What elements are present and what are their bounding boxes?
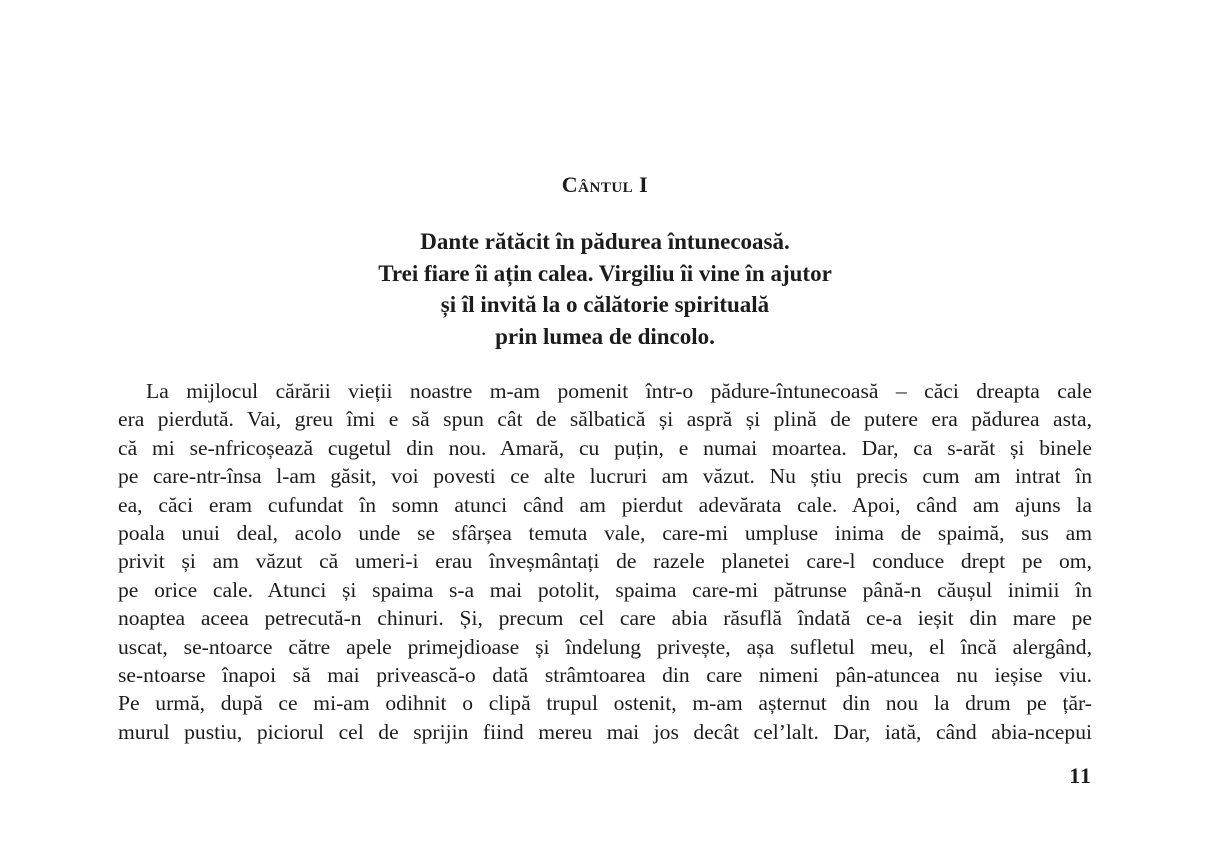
chapter-title-rest: ântul — [578, 172, 634, 197]
text-line: se-ntoarse înapoi să mai privească-o dată strâmtoarea din care nimeni pân-atuncea nu ieșise viu. — [118, 662, 1092, 687]
text-line: noaptea aceea petrecută-n chinuri. Și, precum cel care abia răsuflă îndată ce-a ieșit din mare pe — [118, 606, 1092, 631]
summary-line: Trei fiare îi ațin calea. Virgiliu îi vine în ajutor — [378, 260, 832, 286]
summary-line: Dante rătăcit în pădurea întunecoasă. — [420, 229, 790, 254]
body-paragraph — [118, 377, 1092, 746]
text-line: că mi se-nfricoșează cugetul din nou. Amară, cu puțin, e numai moartea. Dar, ca s-arăt și binele — [118, 435, 1092, 460]
text-line: privit și am văzut că umeri-i erau înveșmântați de razele planetei care-l conduce drept pe om, — [118, 549, 1092, 574]
chapter-summary — [118, 226, 1092, 352]
text-line: La mijlocul cărării vieții noastre m-am pomenit într-o pădure-întunecoasă – căci dreapta cale — [146, 379, 1092, 403]
chapter-title-numeral: I — [639, 172, 649, 197]
chapter-title — [118, 172, 1092, 198]
summary-line: prin lumea de dincolo. — [495, 323, 715, 349]
text-line: Pe urmă, după ce mi-am odihnit o clipă trupul ostenit, m-am așternut din nou la drum pe țăr- — [118, 691, 1092, 716]
text-line: uscat, se-ntoarce către apele primejdioase și îndelung privește, așa sufletul meu, el încă alergând, — [118, 634, 1092, 659]
page-number: 11 — [1069, 763, 1092, 788]
text-line: pe orice cale. Atunci și spaima s-a mai potolit, spaima care-mi pătrunse până-n căușul inimii în — [118, 577, 1092, 602]
text-line: murul pustiu, piciorul cel de sprijin fiind mereu mai jos decât cel’lalt. Dar, iată, când abia-ncepui — [118, 719, 1092, 744]
summary-line: și îl invită la o călătorie spirituală — [440, 292, 770, 317]
text-line: era pierdută. Vai, greu îmi e să spun cât de sălbatică și aspră și plină de putere era pădurea asta, — [118, 407, 1092, 432]
text-line: pe care-ntr-însa l-am găsit, voi povesti ce alte lucruri am văzut. Nu știu precis cum am intrat în — [118, 464, 1092, 489]
text-line: ea, căci eram cufundat în somn atunci când am pierdut adevărata cale. Apoi, când am ajuns la — [118, 492, 1092, 517]
chapter-title-initial: C — [561, 172, 579, 197]
text-line: poala unui deal, acolo unde se sfârșea temuta vale, care-mi umpluse inima de spaimă, sus am — [118, 520, 1092, 545]
